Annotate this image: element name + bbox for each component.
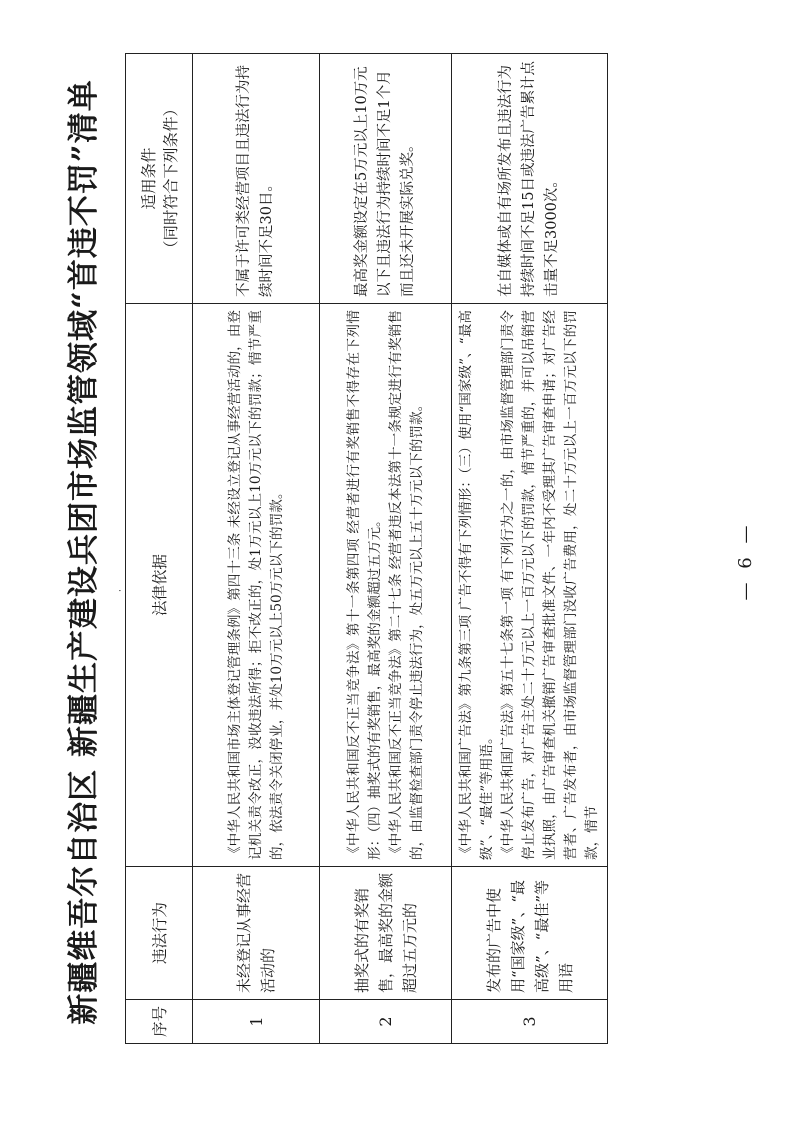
table-row (193, 54, 320, 1044)
header-serial-number: 序号 (126, 1000, 193, 1044)
row-conditions: 不属于许可类经营项目且违法行为持续时间不足30日。 (193, 54, 320, 304)
row-number: 3 (452, 1000, 608, 1044)
table-row (320, 54, 452, 1044)
header-violation: 违法行为 (126, 867, 193, 1000)
row-number: 2 (320, 1000, 452, 1044)
row-violation: 发布的广告中使用“国家级”、“最高级”、“最佳”等用语 (452, 867, 608, 1000)
row-legal-basis: 《中华人民共和国市场主体登记管理条例》第四十三条 未经设立登记从事经营活动的，由登记机关责令改正，没收违法所得；拒不改正的，处1万元以上10万元以下的罚款；情节严重的，依法责令关闭停业，并处10万元以上50万元以下的罚款。 (193, 304, 320, 867)
table-row (452, 54, 608, 1044)
penalty-exemption-table (125, 53, 608, 1044)
row-legal-basis: 《中华人民共和国反不正当竞争法》第十一条第四项 经营者进行有奖销售不得存在下列情形：（四）抽奖式的有奖销售，最高奖的金额超过五万元。 《中华人民共和国反不正当竞争法》第二十七条 经营者违反本法第十一条规定进行有奖销售的，由监督检查部门责令停止违法行为，处五万元以上五十万元以下的罚款。 (320, 304, 452, 867)
page-number: — 6 — (735, 521, 756, 601)
table-header-row (126, 54, 193, 1044)
row-number: 1 (193, 1000, 320, 1044)
row-violation: 未经登记从事经营活动的 (193, 867, 320, 1000)
header-legal-basis: 法律依据 (126, 304, 193, 867)
scan-speck: · (116, 589, 126, 592)
header-conditions: 适用条件 （同时符合下列条件） (126, 54, 193, 304)
row-violation: 抽奖式的有奖销售，最高奖的金额超过五万元的 (320, 867, 452, 1000)
row-conditions: 在自媒体或自有场所发布且违法行为持续时间不足15日或违法广告累计点击量不足3000次。 (452, 54, 608, 304)
row-conditions: 最高奖金额设定在5万元以上10万元以下且违法行为持续时间不足1个月而且还未开展实际兑奖。 (320, 54, 452, 304)
row-legal-basis: 《中华人民共和国广告法》第九条第三项 广告不得有下列情形：（三）使用“国家级”、“最高级”、“最佳”等用语。 《中华人民共和国广告法》第五十七条第一项 有下列行为之一的，由市场监督管理部门责令停止发布广告，对广告主处二十万元以上一百万元以下的罚款，情节严重的，并可以吊销营业执照，由广告审查机关撤销广告审查批准文件、一年内不受理其广告审查申请；对广告经营者、广告发布者，由市场监督管理部门没收广告费用，处二十万元以上一百万元以下的罚款，情节 (452, 304, 608, 867)
document-title: 新疆维吾尔自治区 新疆生产建设兵团市场监管领域“首违不罚”清单 (66, 79, 102, 1025)
